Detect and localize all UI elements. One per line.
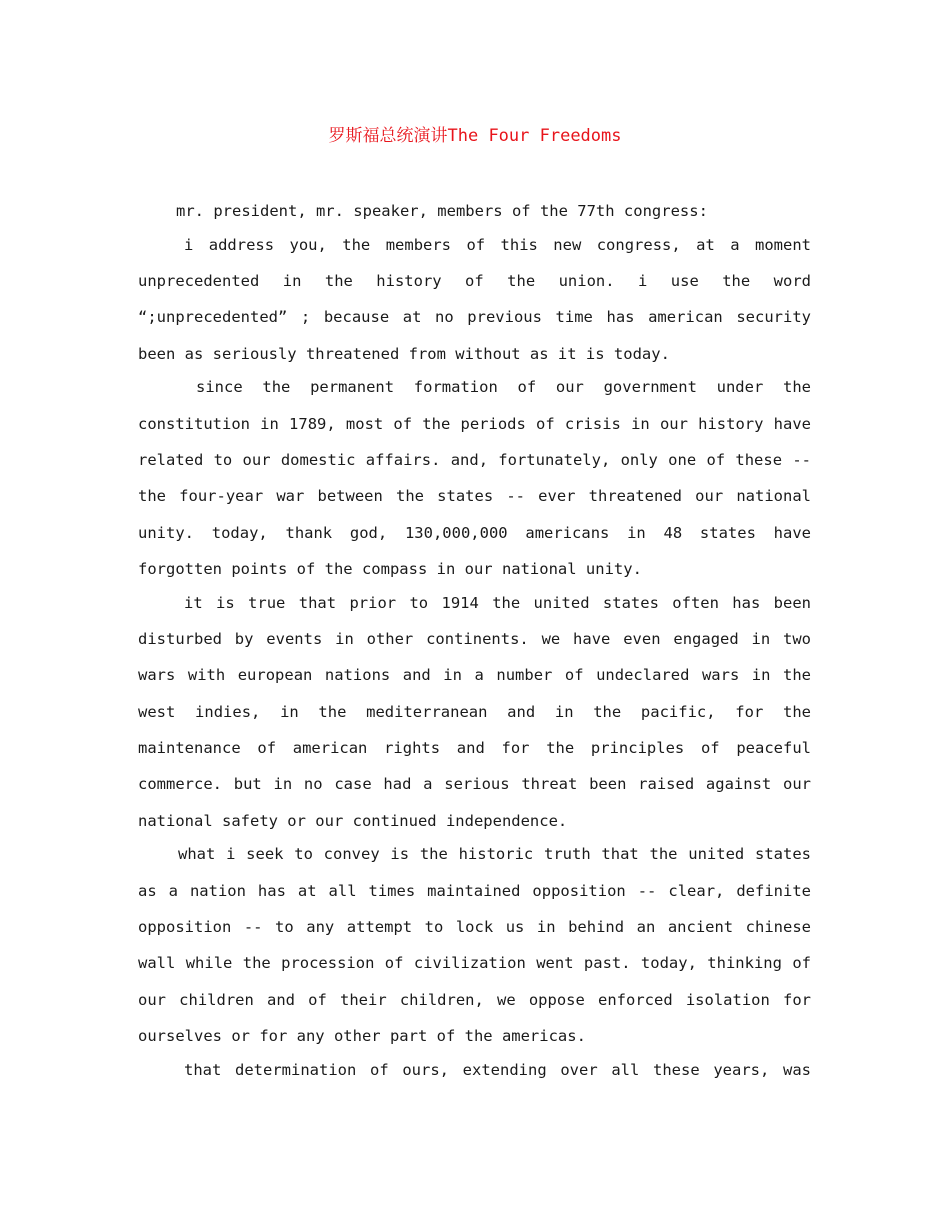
paragraph-2: since the permanent formation of our government under the constitution in 1789, most of the periods of crisis in our history have related to our domestic affairs. and, fortunately, only one of these -- the four-year war between the states -- ever threatened our national unity. today, thank god, 130,000,000 americans in 48 states have forgotten points of the compass in our national unity. [138, 378, 811, 578]
document-title: 罗斯福总统演讲The Four Freedoms [328, 126, 622, 146]
paragraph-3: it is true that prior to 1914 the united states often has been disturbed by events in other continents. we have even engaged in two wars with european nations and in a number of undeclared wars in the west indies, in the mediterranean and in the pacific, for the maintenance of american rights and for the principles of peaceful commerce. but in no case had a serious threat been raised against our national safety or our continued independence. [138, 593, 811, 830]
paragraph-4: what i seek to convey is the historic truth that the united states as a nation has at all times maintained opposition -- clear, definite opposition -- to any attempt to lock us in behind an ancient chinese wall while the procession of civilization went past. today, thinking of our children and of their children, we oppose enforced isolation for ourselves or for any other part of the americas. [138, 845, 811, 1045]
salutation: mr. president, mr. speaker, members of the 77th congress: [176, 202, 708, 220]
paragraph-5: that determination of ours, extending over all these years, was [184, 1060, 811, 1079]
paragraph-1: i address you, the members of this new congress, at a moment unprecedented in the history of the union. i use the word “;unprecedented” ; because at no previous time has american security been as seriously threatened from without as it is today. [138, 235, 811, 363]
document-body [138, 193, 811, 1088]
